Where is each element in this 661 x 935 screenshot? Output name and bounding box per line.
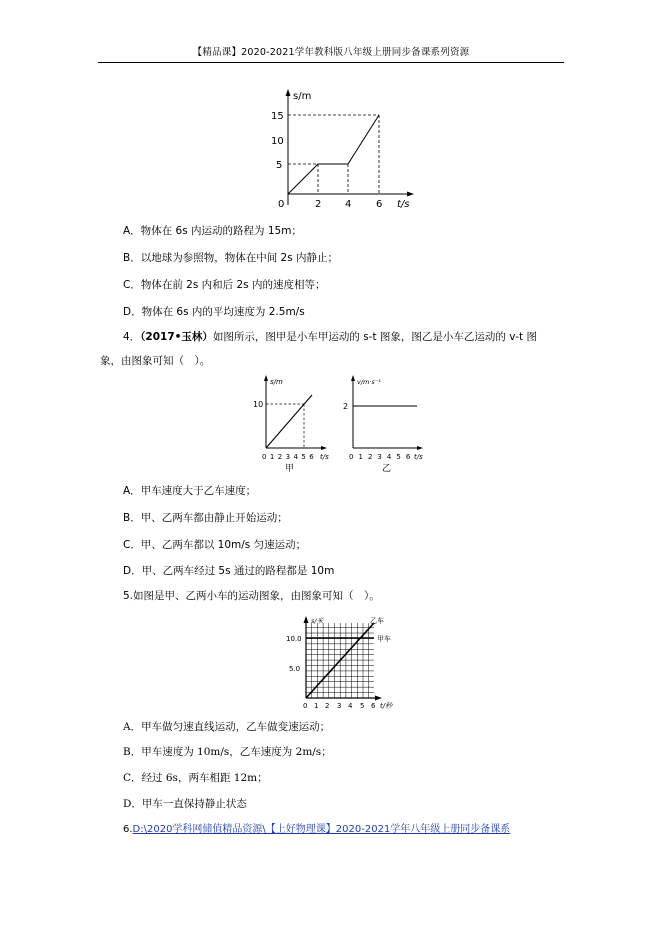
q3-option-a: A．物体在 6s 内运动的路程为 15m； — [123, 225, 302, 237]
q4-option-a: A．甲车速度大于乙车速度； — [123, 485, 257, 497]
q4-yi-y-label: v/m·s⁻¹ — [357, 378, 381, 386]
q4-jia-caption: 甲 — [285, 464, 295, 474]
q4-graph-yi — [340, 372, 430, 474]
q3-option-c: C．物体在前 2s 内和后 2s 内的速度相等； — [123, 279, 326, 291]
q3-y-tick-15: 15 — [271, 111, 284, 122]
q4-yi-x-label: t/s — [414, 453, 423, 461]
q4-option-c: C．甲、乙两车都以 10m/s 匀速运动； — [123, 539, 307, 551]
svg-text:1: 1 — [314, 702, 319, 710]
q3-x-tick-4: 4 — [345, 199, 352, 210]
q5-option-d: D．甲车一直保持静止状态 — [123, 798, 247, 810]
q5-option-a: A．甲车做匀速直线运动，乙车做变速运动； — [123, 721, 331, 733]
q5-y-label: s/米 — [311, 617, 324, 625]
q4-jia-y-label: s/m — [270, 378, 283, 386]
q6-resource-link[interactable]: D:\2020学科网储值精品资源\【上好物理课】2020-2021学年八年级上册同步备课系 — [132, 824, 511, 835]
q6-prefix: 6. — [123, 824, 133, 835]
q3-data-line — [288, 115, 379, 194]
q5-y-tick-10: 10.0 — [286, 635, 302, 643]
svg-text:2: 2 — [325, 702, 330, 710]
q4-yi-y-tick: 2 — [343, 402, 349, 411]
q4-source: （2017•玉林） — [140, 331, 213, 343]
q3-y-tick-5: 5 — [276, 160, 283, 171]
q4-yi-x-ticks: 0 1 2 3 4 5 6 — [349, 453, 412, 461]
q3-x-label: t/s — [397, 199, 410, 210]
svg-text:5: 5 — [360, 702, 365, 710]
q5-stem: 5.如图是甲、乙两小车的运动图象，由图象可知（ ）。 — [123, 590, 380, 602]
q5-option-b: B．甲车速度为 10m/s，乙车速度为 2m/s； — [123, 746, 332, 758]
page-header: 【精品课】2020-2021学年教科版八年级上册同步备课系列资源 — [192, 47, 470, 58]
q4-option-d: D．甲、乙两车经过 5s 通过的路程都是 10m — [123, 565, 335, 577]
svg-text:3: 3 — [337, 702, 342, 710]
q3-x-tick-6: 6 — [376, 199, 383, 210]
q4-jia-x-ticks: 0 1 2 3 4 5 6 — [262, 453, 315, 461]
q4-jia-y-tick: 10 — [253, 400, 264, 409]
q4-stem-line2: 象，由图象可知（ ）。 — [100, 355, 211, 367]
svg-text:4: 4 — [348, 702, 353, 710]
q4-graph-jia — [252, 372, 332, 474]
q5-st-graph — [280, 614, 410, 712]
svg-text:6: 6 — [371, 702, 376, 710]
q4-option-b: B．甲、乙两车都由静止开始运动； — [123, 512, 288, 524]
q5-label-jia: 甲车 — [377, 635, 391, 643]
q5-x-ticks — [303, 702, 376, 710]
q6-line — [123, 823, 510, 837]
q3-y-label: s/m — [293, 91, 312, 102]
q5-option-c: C．经过 6s，两车相距 12m； — [123, 772, 268, 784]
q4-stem-line1 — [123, 330, 537, 344]
q3-option-b: B．以地球为参照物，物体在中间 2s 内静止； — [123, 252, 339, 264]
q4-number: 4． — [123, 331, 141, 343]
q4-stem-text: 如图所示，图甲是小车甲运动的 s-t 图象，图乙是小车乙运动的 v-t 图 — [212, 331, 537, 343]
q4-jia-x-label: t/s — [320, 453, 329, 461]
q3-option-d: D．物体在 6s 内的平均速度为 2.5m/s — [123, 306, 305, 318]
svg-text:0: 0 — [303, 702, 308, 710]
q5-y-tick-5: 5.0 — [289, 665, 301, 673]
q3-origin: 0 — [278, 199, 285, 210]
q5-label-yi: 乙车 — [370, 617, 384, 625]
q3-x-tick-2: 2 — [315, 199, 322, 210]
q4-yi-caption: 乙 — [382, 464, 392, 474]
q3-st-graph — [270, 85, 420, 215]
header-divider — [98, 62, 564, 63]
q5-x-label: t/秒 — [380, 702, 393, 710]
q4-jia-data-line — [266, 395, 312, 448]
q3-y-tick-10: 10 — [271, 136, 284, 147]
